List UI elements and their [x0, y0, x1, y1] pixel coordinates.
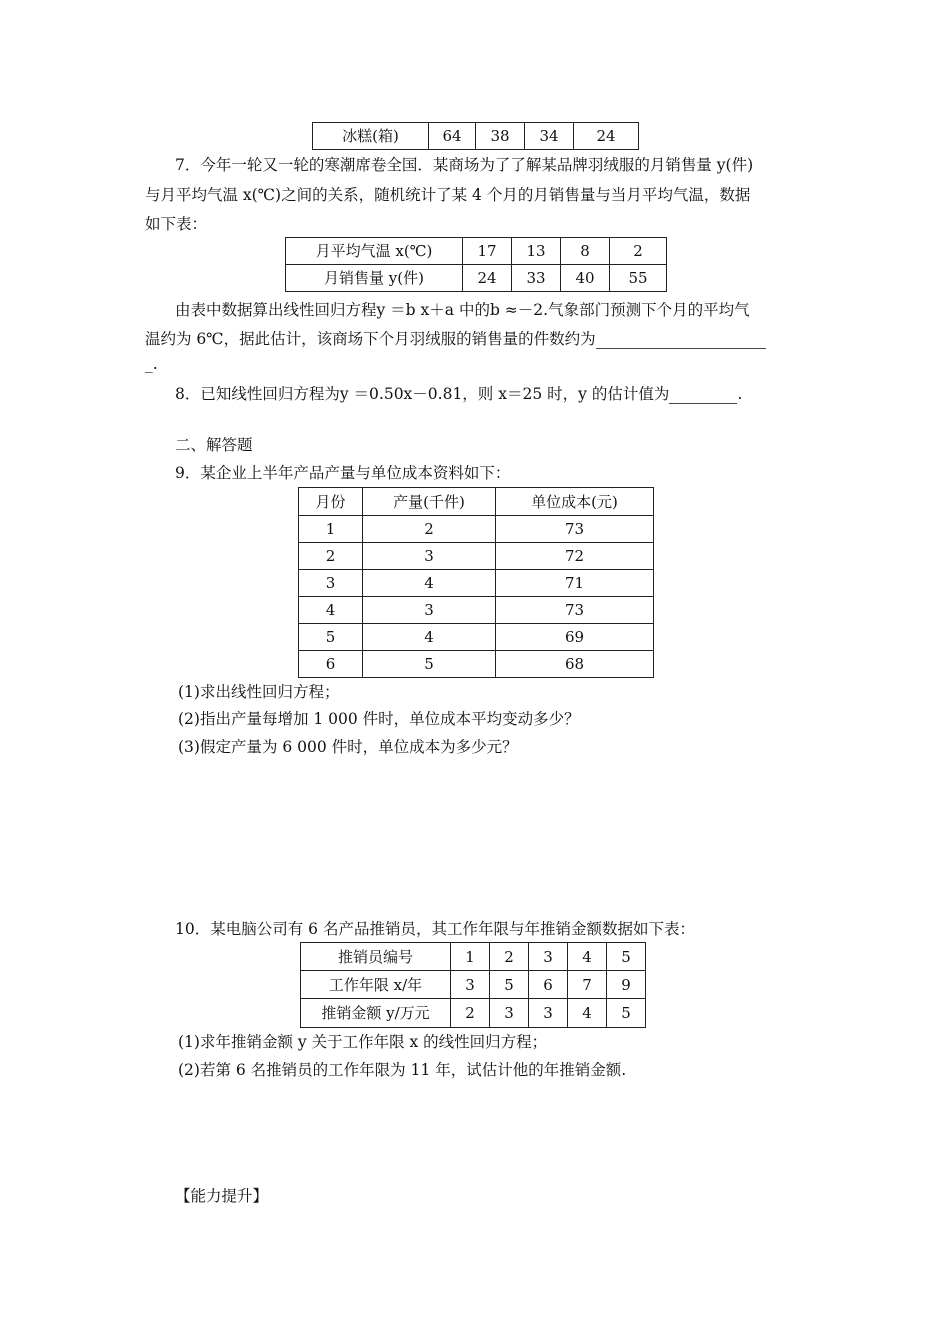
q7-after2 — [145, 327, 766, 349]
q7-after2-text: 温约为 6℃，据此估计，该商场下个月羽绒服的销售量的件数约为 — [145, 330, 596, 348]
table-row — [301, 971, 646, 999]
q10-intro: 10．某电脑公司有 6 名产品推销员，其工作年限与年推销金额数据如下表： — [175, 920, 695, 938]
q8-line — [175, 382, 742, 404]
table-cell: 40 — [561, 265, 610, 292]
table-cell: 5 — [607, 999, 646, 1028]
q9-intro: 9．某企业上半年产品产量与单位成本资料如下： — [175, 464, 511, 482]
q9-sub3: (3)假定产量为 6 000 件时，单位成本为多少元？ — [178, 738, 518, 756]
table-cell: 3 — [363, 597, 496, 624]
q7-after3: _. — [145, 355, 158, 373]
table-cell: 5 — [490, 971, 529, 999]
row-label: 推销员编号 — [301, 943, 451, 971]
q7-after1: 由表中数据算出线性回归方程y ＝b x＋a 中的b ≈－2.气象部门预测下个月的平均气 — [175, 301, 750, 319]
table-cell: 3 — [451, 971, 490, 999]
row-label: 工作年限 x/年 — [301, 971, 451, 999]
q8-end: . — [737, 385, 743, 403]
table-cell: 2 — [490, 943, 529, 971]
q10-sub2: (2)若第 6 名推销员的工作年限为 11 年，试估计他的年推销金额. — [178, 1061, 627, 1079]
q10-table — [300, 942, 646, 1028]
table-row — [299, 543, 654, 570]
table-cell: 4 — [363, 570, 496, 597]
table-cell: 72 — [496, 543, 654, 570]
table-cell: 5 — [299, 624, 363, 651]
table-cell: 73 — [496, 597, 654, 624]
ability-title: 【能力提升】 — [175, 1187, 269, 1205]
row-label: 月平均气温 x(℃) — [286, 238, 463, 265]
row-label: 推销金额 y/万元 — [301, 999, 451, 1028]
table-cell: 5 — [363, 651, 496, 678]
table-cell: 3 — [529, 943, 568, 971]
table-cell: 69 — [496, 624, 654, 651]
table-cell: 4 — [568, 999, 607, 1028]
table-cell: 7 — [568, 971, 607, 999]
table-cell: 3 — [299, 570, 363, 597]
q8-text: 8．已知线性回归方程为y ＝0.50x－0.81，则 x＝25 时，y 的估计值为 — [175, 385, 670, 403]
table-cell: 2 — [451, 999, 490, 1028]
table-row — [286, 238, 667, 265]
table-row — [301, 943, 646, 971]
row-label: 冰糕(箱) — [313, 123, 429, 150]
q7-line1: 7．今年一轮又一轮的寒潮席卷全国．某商场为了了解某品牌羽绒服的月销售量 y(件) — [175, 156, 754, 174]
table-cell: 13 — [512, 238, 561, 265]
row-label: 月销售量 y(件) — [286, 265, 463, 292]
table-row — [286, 265, 667, 292]
table-cell: 6 — [529, 971, 568, 999]
table-cell: 64 — [429, 123, 476, 150]
table-cell: 3 — [529, 999, 568, 1028]
q9-sub1: (1)求出线性回归方程； — [178, 683, 340, 701]
table-cell: 3 — [490, 999, 529, 1028]
q9-table — [298, 487, 654, 678]
table-cell: 33 — [512, 265, 561, 292]
q7-line2: 与月平均气温 x(℃)之间的关系，随机统计了某 4 个月的月销售量与当月平均气温，数据 — [145, 186, 751, 204]
column-header: 单位成本(元) — [496, 488, 654, 516]
table-header-row — [299, 488, 654, 516]
q7-table — [285, 237, 667, 292]
q9-sub2: (2)指出产量每增加 1 000 件时，单位成本平均变动多少？ — [178, 710, 580, 728]
table-cell: 6 — [299, 651, 363, 678]
table-cell: 17 — [463, 238, 512, 265]
table-cell: 55 — [610, 265, 667, 292]
table-cell: 1 — [451, 943, 490, 971]
table-cell: 8 — [561, 238, 610, 265]
column-header: 月份 — [299, 488, 363, 516]
table-cell: 3 — [363, 543, 496, 570]
table-cell: 2 — [610, 238, 667, 265]
table-row — [299, 624, 654, 651]
table-cell: 1 — [299, 516, 363, 543]
table-cell: 38 — [476, 123, 525, 150]
table-cell: 73 — [496, 516, 654, 543]
table-cell: 24 — [463, 265, 512, 292]
table-cell: 4 — [363, 624, 496, 651]
table-row — [299, 597, 654, 624]
column-header: 产量(千件) — [363, 488, 496, 516]
table-cell: 34 — [525, 123, 574, 150]
ice-cream-table — [312, 122, 639, 150]
table-row — [301, 999, 646, 1028]
q10-sub1: (1)求年推销金额 y 关于工作年限 x 的线性回归方程； — [178, 1033, 548, 1051]
table-cell: 68 — [496, 651, 654, 678]
table-row — [299, 651, 654, 678]
table-cell: 2 — [363, 516, 496, 543]
answer-blank[interactable] — [596, 330, 766, 349]
table-cell: 71 — [496, 570, 654, 597]
table-row — [313, 123, 639, 150]
table-cell: 2 — [299, 543, 363, 570]
answer-blank[interactable] — [669, 385, 737, 404]
table-row — [299, 516, 654, 543]
section-title: 二、解答题 — [175, 436, 253, 454]
table-cell: 5 — [607, 943, 646, 971]
table-cell: 9 — [607, 971, 646, 999]
q7-line3: 如下表： — [145, 215, 208, 233]
table-cell: 4 — [299, 597, 363, 624]
table-row — [299, 570, 654, 597]
table-cell: 24 — [574, 123, 639, 150]
table-cell: 4 — [568, 943, 607, 971]
